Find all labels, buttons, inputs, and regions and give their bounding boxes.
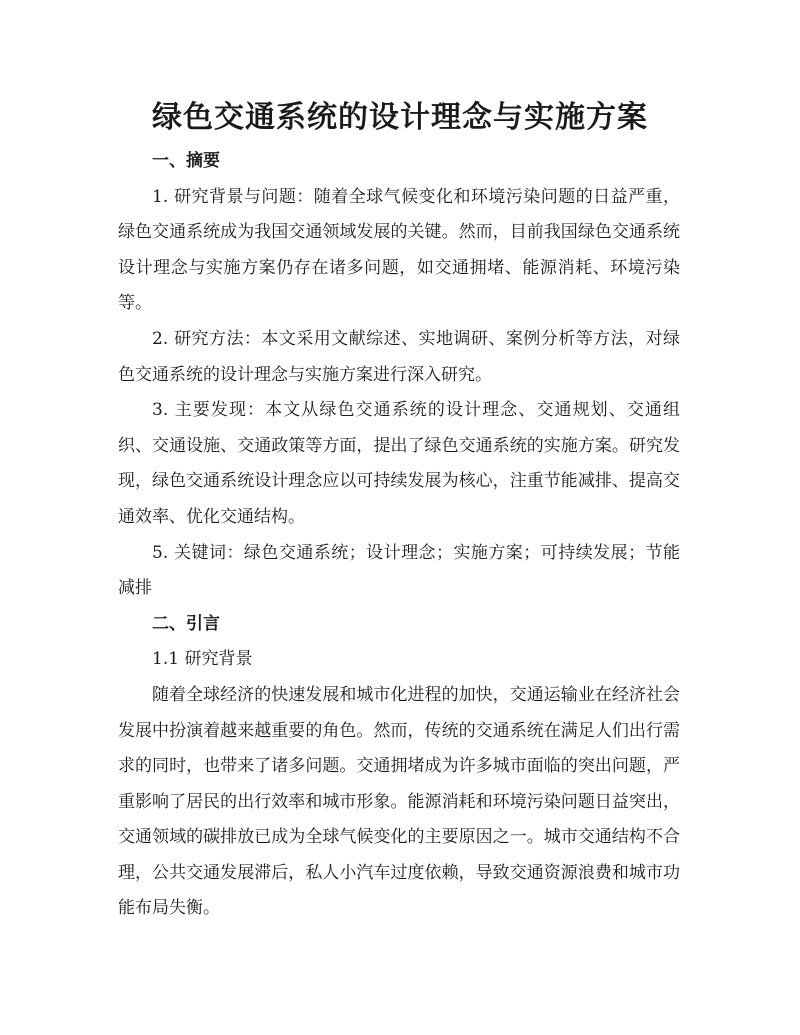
intro-paragraph-background: 随着全球经济的快速发展和城市化进程的加快，交通运输业在经济社会发展中扮演着越来越重要的角色。然而，传统的交通系统在满足人们出行需求的同时，也带来了诸多问题。交通拥堵成为许多城市面临的突出问题，严重影响了居民的出行效率和城市形象。能源消耗和环境污染问题日益突出，交通领域的碳排放已成为全球气候变化的主要原因之一。城市交通结构不合理，公共交通发展滞后，私人小汽车过度依赖，导致交通资源浪费和城市功能布局失衡。 — [118, 684, 680, 919]
subsection-heading-background: 1.1 研究背景 — [152, 649, 253, 670]
abstract-paragraph-methods: 2. 研究方法：本文采用文献综述、实地调研、案例分析等方法，对绿色交通系统的设计理念与实施方案进行深入研究。 — [118, 328, 680, 385]
abstract-paragraph-keywords: 5. 关键词：绿色交通系统；设计理念；实施方案；可持续发展；节能减排 — [118, 542, 680, 599]
section-heading-abstract: 一、摘要 — [152, 151, 220, 171]
abstract-paragraph-background: 1. 研究背景与问题：随着全球气候变化和环境污染问题的日益严重，绿色交通系统成为我国交通领域发展的关键。然而，目前我国绿色交通系统设计理念与实施方案仍存在诸多问题，如交通拥堵、能源消耗、环境污染等。 — [118, 186, 680, 314]
document-title: 绿色交通系统的设计理念与实施方案 — [152, 100, 648, 135]
document-body — [118, 144, 680, 927]
abstract-paragraph-findings: 3. 主要发现：本文从绿色交通系统的设计理念、交通规划、交通组织、交通设施、交通政策等方面，提出了绿色交通系统的实施方案。研究发现，绿色交通系统设计理念应以可持续发展为核心，注重节能减排、提高交通效率、优化交通结构。 — [118, 400, 680, 527]
section-heading-intro: 二、引言 — [152, 613, 220, 634]
